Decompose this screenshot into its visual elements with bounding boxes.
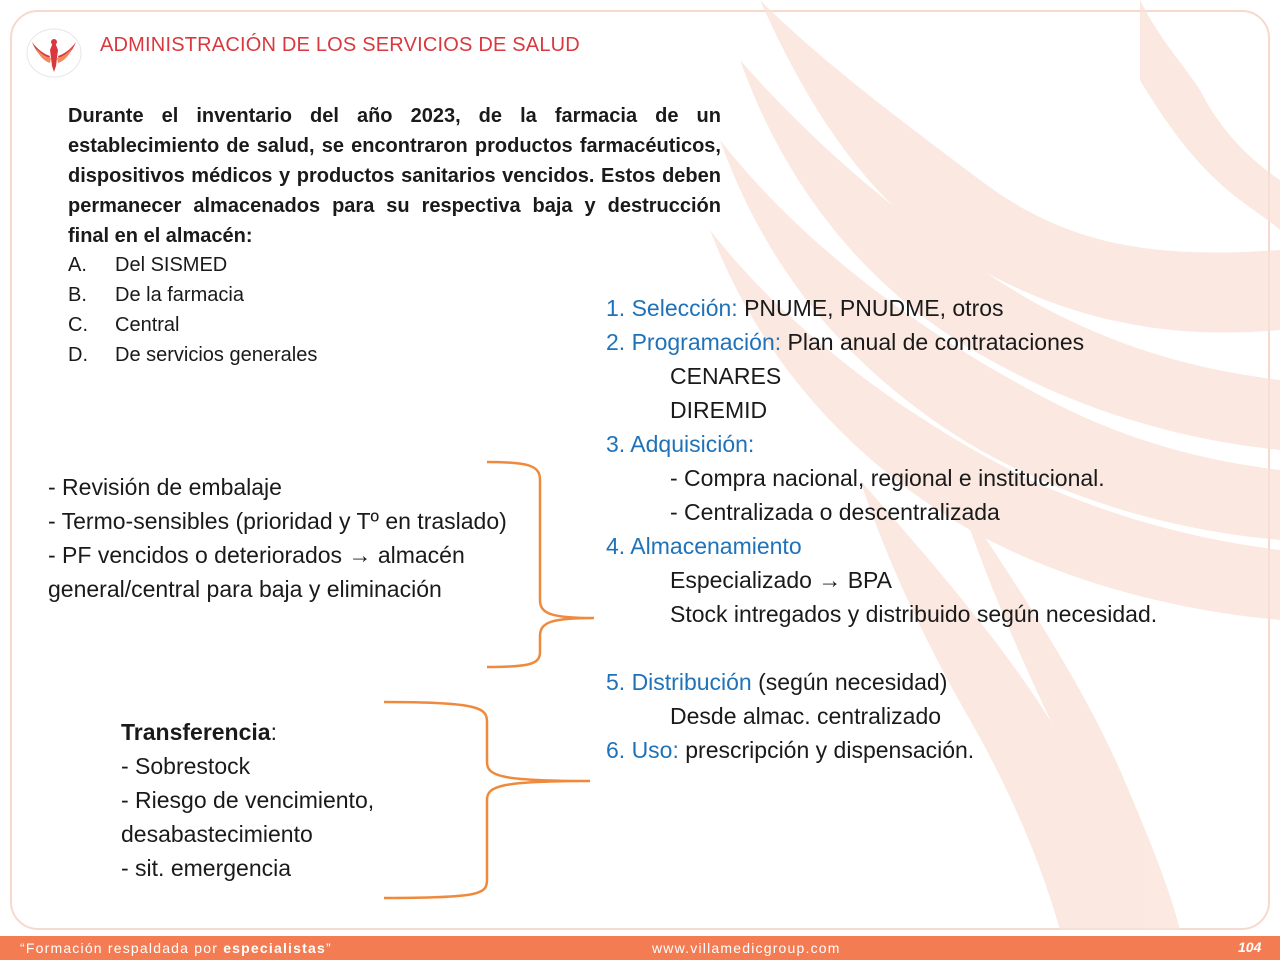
step-label: 1. Selección: (606, 295, 738, 321)
spacer (606, 631, 1157, 665)
transfer-title: Transferencia (121, 719, 271, 745)
step-text: prescripción y dispensación. (685, 737, 975, 763)
option-a (68, 250, 317, 280)
step-sub (606, 563, 1157, 597)
step-sub: - Centralizada o descentralizada (670, 499, 1000, 525)
step-text: (según necesidad) (758, 669, 948, 695)
step-1 (606, 291, 1157, 325)
supply-steps (606, 291, 1157, 767)
note-line (48, 538, 538, 606)
note-line: - Revisión de embalaje (48, 474, 282, 500)
option-d (68, 340, 317, 370)
step-sub: DIREMID (670, 397, 768, 423)
slogan-close: ” (325, 940, 332, 956)
transfer-line: - Sobrestock (121, 753, 251, 779)
question-text: Durante el inventario del año 2023, de la farmacia de un establecimiento de salud, se encontraron productos farmacéuticos, dispositivos médicos y productos sanitarios vencidos. Estos deben permanecer almacenados para su respectiva baja y destrucción final en el almacén: (68, 105, 721, 247)
step-label: 4. Almacenamiento (606, 533, 802, 559)
step-5 (606, 665, 1157, 699)
slogan-text: “Formación respaldada por (20, 940, 219, 956)
step-label: 6. Uso: (606, 737, 679, 763)
step-sub: - Compra nacional, regional e institucional. (670, 465, 1105, 491)
note-text: - PF vencidos o deteriorados (48, 542, 343, 568)
option-b (68, 280, 317, 310)
step-label: 5. Distribución (606, 669, 752, 695)
step-3 (606, 427, 1157, 461)
transfer-line: - Riesgo de vencimiento, desabastecimiento (121, 787, 375, 847)
arrow-right-icon: → (818, 567, 842, 593)
step-sub: CENARES (670, 363, 782, 389)
page-title: ADMINISTRACIÓN DE LOS SERVICIOS DE SALUD (100, 34, 580, 56)
footer-slogan (20, 940, 332, 956)
option-text: Central (115, 314, 180, 336)
option-text: De la farmacia (115, 284, 244, 306)
step-text: Plan anual de contrataciones (787, 329, 1085, 355)
step-2 (606, 325, 1157, 359)
option-c (68, 310, 317, 340)
option-text: De servicios generales (115, 344, 318, 366)
slogan-bold: especialistas (223, 940, 326, 956)
transfer-heading (121, 715, 461, 749)
transfer-colon: : (270, 719, 277, 745)
arrow-right-icon: → (348, 542, 372, 568)
option-letter: B. (68, 284, 87, 306)
transfer-line: - sit. emergencia (121, 855, 292, 881)
step-sub: Desde almac. centralizado (670, 703, 942, 729)
page-number: 104 (1238, 939, 1262, 955)
step-text: PNUME, PNUDME, otros (744, 295, 1004, 321)
reception-notes (48, 470, 538, 606)
step-label: 2. Programación: (606, 329, 782, 355)
answer-options (68, 250, 317, 370)
note-line: - Termo-sensibles (prioridad y Tº en traslado) (48, 508, 507, 534)
option-letter: C. (68, 314, 88, 336)
note-text: almacén general/central para baja y eliminación (48, 542, 465, 602)
step-6 (606, 733, 1157, 767)
option-letter: A. (68, 254, 87, 276)
transfer-notes (121, 715, 461, 885)
footer-bar (0, 936, 1280, 960)
step-label: 3. Adquisición: (606, 431, 755, 457)
phoenix-logo-icon (26, 28, 82, 78)
step-sub-text: Especializado (670, 567, 812, 593)
step-4 (606, 529, 1157, 563)
footer-url[interactable]: www.villamedicgroup.com (652, 940, 841, 956)
option-text: Del SISMED (115, 254, 228, 276)
option-letter: D. (68, 344, 88, 366)
step-sub: Stock intregados y distribuido según necesidad. (670, 601, 1158, 627)
step-sub-text: BPA (847, 567, 893, 593)
